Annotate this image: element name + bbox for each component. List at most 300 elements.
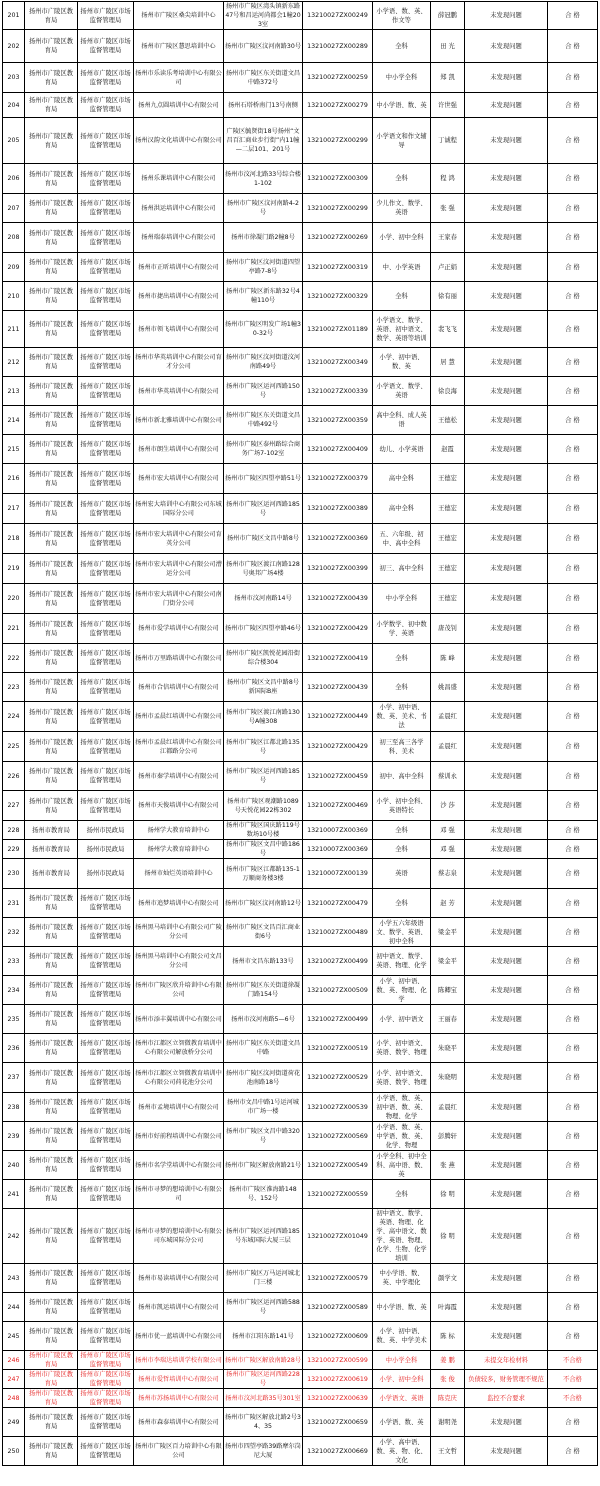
- registration-authority-cell: 扬州市广陵区市场监督管理局: [78, 1351, 134, 1370]
- training-scope-cell: 初三、高中全科: [373, 554, 431, 584]
- supervising-department-cell: 扬州市广陵区教育局: [25, 644, 78, 673]
- supervising-department-cell: 扬州市广陵区教育局: [25, 164, 78, 194]
- institution-address-cell: 扬州市广陵区解放北路2号34、35: [224, 1408, 303, 1437]
- legal-representative-cell: 王德宏: [431, 554, 465, 584]
- inspection-result-cell: 合 格: [548, 644, 598, 673]
- institution-address-cell: 扬州市广陵区运河西路228号: [224, 1370, 303, 1389]
- supervising-department-cell: 扬州市广陵区教育局: [25, 282, 78, 311]
- table-row: [3, 1408, 598, 1437]
- supervising-department-cell: 扬州市广陵区教育局: [25, 253, 78, 282]
- institution-name-cell: 扬州瑞泰培训中心有限公司: [134, 223, 224, 253]
- registration-authority-cell: 扬州市广陵区市场监督管理局: [78, 1370, 134, 1389]
- training-scope-cell: 小学语文、数学、英语、初中语文、数学、英语等培训: [373, 311, 431, 348]
- row-number-cell: 223: [3, 673, 25, 702]
- legal-representative-cell: 陈卿宝: [431, 976, 465, 1005]
- institution-name-cell: 扬州学大教育培训中心: [134, 821, 224, 840]
- training-scope-cell: 初三至高三各学科、美术: [373, 732, 431, 762]
- training-scope-cell: 中小学语、数、英: [373, 93, 431, 118]
- table-row: [3, 1370, 598, 1389]
- registration-authority-cell: 扬州市广陵区市场监督管理局: [78, 1151, 134, 1180]
- registration-authority-cell: 扬州市民政局: [78, 859, 134, 889]
- training-scope-cell: 全科: [373, 164, 431, 194]
- legal-representative-cell: 王德宏: [431, 494, 465, 524]
- training-scope-cell: 小学、初中语、数、英: [373, 348, 431, 377]
- legal-representative-cell: 丁诚程: [431, 118, 465, 164]
- legal-representative-cell: 孟晨红: [431, 702, 465, 732]
- inspection-issue-cell: 未发现问题: [465, 1063, 548, 1093]
- inspection-result-cell: 合 格: [548, 435, 598, 464]
- registration-authority-cell: 扬州市民政局: [78, 821, 134, 840]
- training-scope-cell: 五、六年级、初中、高中全科: [373, 524, 431, 554]
- table-row: [3, 1293, 598, 1322]
- training-scope-cell: 全科: [373, 282, 431, 311]
- license-number-cell: 13210027ZX00479: [303, 889, 373, 918]
- inspection-result-cell: 合 格: [548, 282, 598, 311]
- training-scope-cell: 小学、高中语、数、英、物、化、文化: [373, 1437, 431, 1466]
- supervising-department-cell: 扬州市广陵区教育局: [25, 494, 78, 524]
- training-scope-cell: 中小学全科: [373, 584, 431, 614]
- institution-name-cell: 扬州市孟晨红培训中心有限公司江都路分公司: [134, 732, 224, 762]
- inspection-result-cell: 合 格: [548, 1180, 598, 1209]
- registration-authority-cell: 扬州市广陵区市场监督管理局: [78, 93, 134, 118]
- row-number-cell: 216: [3, 464, 25, 494]
- supervising-department-cell: 扬州市广陵区教育局: [25, 435, 78, 464]
- supervising-department-cell: 扬州市广陵区教育局: [25, 918, 78, 947]
- institution-address-cell: 扬州市广陵区运河西路185号: [224, 762, 303, 791]
- license-number-cell: 13210007ZX00139: [303, 859, 373, 889]
- license-number-cell: 13210007ZX00369: [303, 821, 373, 840]
- table-body: [3, 2, 598, 1466]
- legal-representative-cell: 孟晨红: [431, 732, 465, 762]
- license-number-cell: 13210027ZX00579: [303, 1264, 373, 1293]
- institution-address-cell: 广陵区毓贤街18号扬州“文昌百汇商业步行街”内11幢—二层101、201号: [224, 118, 303, 164]
- institution-name-cell: 扬州市广陵区慧思培训中心: [134, 30, 224, 63]
- table-row: [3, 732, 598, 762]
- license-number-cell: 13210027ZX00319: [303, 253, 373, 282]
- supervising-department-cell: 扬州市广陵区教育局: [25, 93, 78, 118]
- training-scope-cell: 小学语文、数学、英语: [373, 377, 431, 406]
- institution-name-cell: 扬州市捷出培训中心有限公司: [134, 282, 224, 311]
- training-scope-cell: 小学、初中语、数、英、物理、化学: [373, 976, 431, 1005]
- license-number-cell: 13210027ZX01049: [303, 1209, 373, 1264]
- table-row: [3, 253, 598, 282]
- inspection-result-cell: 合 格: [548, 554, 598, 584]
- table-row: [3, 194, 598, 223]
- legal-representative-cell: 张 燕: [431, 1151, 465, 1180]
- training-scope-cell: 初中、高中全科: [373, 762, 431, 791]
- training-scope-cell: 小学、初中语文、英语、数学、物理: [373, 1063, 431, 1093]
- inspection-issue-cell: 未发现问题: [465, 377, 548, 406]
- training-scope-cell: 全科: [373, 30, 431, 63]
- registration-authority-cell: 扬州市广陵区市场监督管理局: [78, 348, 134, 377]
- inspection-result-cell: 合 格: [548, 253, 598, 282]
- registration-authority-cell: 扬州市广陵区市场监督管理局: [78, 1264, 134, 1293]
- institution-name-cell: 扬州市天俊培训中心有限公司: [134, 791, 224, 821]
- supervising-department-cell: 扬州市广陵区教育局: [25, 762, 78, 791]
- registration-authority-cell: 扬州市广陵区市场监督管理局: [78, 673, 134, 702]
- license-number-cell: 13210027ZX00339: [303, 377, 373, 406]
- inspection-issue-cell: 未发现问题: [465, 494, 548, 524]
- license-number-cell: 13210027ZX00249: [303, 2, 373, 30]
- table-row: [3, 223, 598, 253]
- inspection-issue-cell: 未发现问题: [465, 118, 548, 164]
- legal-representative-cell: 徐良海: [431, 377, 465, 406]
- supervising-department-cell: 扬州市广陵区教育局: [25, 1034, 78, 1063]
- institution-address-cell: 扬州市汶河南路14号: [224, 584, 303, 614]
- registration-authority-cell: 扬州市广陵区市场监督管理局: [78, 762, 134, 791]
- institution-address-cell: 扬州市广陵区泰州路综合商务广场7-102室: [224, 435, 303, 464]
- registration-authority-cell: 扬州市广陵区市场监督管理局: [78, 223, 134, 253]
- inspection-result-cell: 合 格: [548, 2, 598, 30]
- license-number-cell: 13210027ZX00589: [303, 1293, 373, 1322]
- row-number-cell: 230: [3, 859, 25, 889]
- supervising-department-cell: 扬州市广陵区教育局: [25, 1264, 78, 1293]
- inspection-result-cell: 合 格: [548, 821, 598, 840]
- training-scope-cell: 中小学语、数、英、中学理化: [373, 1264, 431, 1293]
- registration-authority-cell: 扬州市广陵区市场监督管理局: [78, 644, 134, 673]
- supervising-department-cell: 扬州市广陵区教育局: [25, 791, 78, 821]
- legal-representative-cell: 张 强: [431, 194, 465, 223]
- institution-name-cell: 扬州市广陵区桑尖培训中心: [134, 2, 224, 30]
- institution-address-cell: 扬州市广陵区东关街道文昌中路: [224, 1034, 303, 1063]
- institution-name-cell: 扬州市追梦培训中心有限公司: [134, 889, 224, 918]
- table-row: [3, 524, 598, 554]
- institution-address-cell: 扬州市广陵区明发广场1幢30-32号: [224, 311, 303, 348]
- legal-representative-cell: 徐 明: [431, 1180, 465, 1209]
- license-number-cell: 13210027ZX00299: [303, 194, 373, 223]
- institution-address-cell: 扬州市汶河北路33号综合楼1-102: [224, 164, 303, 194]
- table-row: [3, 614, 598, 644]
- legal-representative-cell: 颜学文: [431, 1264, 465, 1293]
- training-scope-cell: 小学语、数、英、作文等: [373, 2, 431, 30]
- legal-representative-cell: 王德宏: [431, 464, 465, 494]
- supervising-department-cell: 扬州市广陵区教育局: [25, 614, 78, 644]
- table-row: [3, 1151, 598, 1180]
- table-row: [3, 118, 598, 164]
- row-number-cell: 236: [3, 1034, 25, 1063]
- row-number-cell: 221: [3, 614, 25, 644]
- inspection-result-cell: 合 格: [548, 464, 598, 494]
- license-number-cell: 13210027ZX00429: [303, 732, 373, 762]
- legal-representative-cell: 张 俊: [431, 1370, 465, 1389]
- inspection-issue-cell: 未发现问题: [465, 282, 548, 311]
- table-row: [3, 644, 598, 673]
- registration-authority-cell: 扬州市广陵区市场监督管理局: [78, 377, 134, 406]
- institution-name-cell: 扬州汉韵文化培训中心有限公司: [134, 118, 224, 164]
- institution-name-cell: 扬州市华英培训中心有限公司育才分公司: [134, 348, 224, 377]
- supervising-department-cell: 扬州市广陵区教育局: [25, 1180, 78, 1209]
- row-number-cell: 210: [3, 282, 25, 311]
- row-number-cell: 206: [3, 164, 25, 194]
- inspection-issue-cell: 未发现问题: [465, 791, 548, 821]
- row-number-cell: 239: [3, 1122, 25, 1151]
- license-number-cell: 13210027ZX00269: [303, 223, 373, 253]
- registration-authority-cell: 扬州市广陵区市场监督管理局: [78, 1322, 134, 1351]
- row-number-cell: 242: [3, 1209, 25, 1264]
- training-scope-cell: 小学、初中语、数、英、美术、书法: [373, 702, 431, 732]
- legal-representative-cell: 朱晓明: [431, 1063, 465, 1093]
- supervising-department-cell: 扬州市广陵区教育局: [25, 889, 78, 918]
- license-number-cell: 13210007ZX00369: [303, 840, 373, 859]
- registration-authority-cell: 扬州市广陵区市场监督管理局: [78, 1122, 134, 1151]
- row-number-cell: 244: [3, 1293, 25, 1322]
- legal-representative-cell: 薛冠鹏: [431, 2, 465, 30]
- institution-address-cell: 扬州市广陵区解放南路28号: [224, 1351, 303, 1370]
- supervising-department-cell: 扬州市广陵区教育局: [25, 1389, 78, 1408]
- supervising-department-cell: 扬州市广陵区教育局: [25, 947, 78, 976]
- license-number-cell: 13210027ZX00329: [303, 282, 373, 311]
- table-row: [3, 282, 598, 311]
- supervising-department-cell: 扬州市广陵区教育局: [25, 1351, 78, 1370]
- training-scope-cell: 小学数学、初中数学、英语: [373, 614, 431, 644]
- inspection-result-cell: 合 格: [548, 1005, 598, 1034]
- table-row: [3, 702, 598, 732]
- institution-address-cell: 扬州市广陵区江都路135-1万顺商务楼3楼: [224, 859, 303, 889]
- inspection-result-cell: 合 格: [548, 1437, 598, 1466]
- inspection-issue-cell: 未发现问题: [465, 1209, 548, 1264]
- license-number-cell: 13210027ZX00529: [303, 1063, 373, 1093]
- row-number-cell: 233: [3, 947, 25, 976]
- registration-authority-cell: 扬州市广陵区市场监督管理局: [78, 889, 134, 918]
- inspection-result-cell: 合 格: [548, 194, 598, 223]
- inspection-issue-cell: 负债较多，财务管理不规范: [465, 1370, 548, 1389]
- training-scope-cell: 小学语文、英语: [373, 1389, 431, 1408]
- inspection-issue-cell: 未发现问题: [465, 889, 548, 918]
- row-number-cell: 211: [3, 311, 25, 348]
- row-number-cell: 225: [3, 732, 25, 762]
- supervising-department-cell: 扬州市广陵区教育局: [25, 1122, 78, 1151]
- registration-authority-cell: 扬州市广陵区市场监督管理局: [78, 464, 134, 494]
- license-number-cell: 13210027ZX00499: [303, 947, 373, 976]
- legal-representative-cell: 王德宏: [431, 584, 465, 614]
- institution-address-cell: 扬州市广陵区运河西路185号东城国际大厦三层: [224, 1209, 303, 1264]
- inspection-issue-cell: 监控不合要求: [465, 1389, 548, 1408]
- institution-address-cell: 扬州市广陵区东关街道徐凝门路154号: [224, 976, 303, 1005]
- table-row: [3, 2, 598, 30]
- institution-address-cell: 扬州市广陵区渡江南路128号奥邦广场4楼: [224, 554, 303, 584]
- row-number-cell: 207: [3, 194, 25, 223]
- registration-authority-cell: 扬州市广陵区市场监督管理局: [78, 702, 134, 732]
- row-number-cell: 228: [3, 821, 25, 840]
- inspection-result-cell: 合 格: [548, 1209, 598, 1264]
- registration-authority-cell: 扬州市广陵区市场监督管理局: [78, 524, 134, 554]
- license-number-cell: 13210027ZX00639: [303, 1389, 373, 1408]
- training-scope-cell: 小学五六年级语文、数学、英语、初中全科: [373, 918, 431, 947]
- institution-name-cell: 扬州市好前程培训中心有限公司: [134, 1122, 224, 1151]
- supervising-department-cell: 扬州市广陵区教育局: [25, 1370, 78, 1389]
- registration-authority-cell: 扬州市广陵区市场监督管理局: [78, 164, 134, 194]
- inspection-issue-cell: 未发现问题: [465, 253, 548, 282]
- row-number-cell: 203: [3, 63, 25, 93]
- institution-name-cell: 扬州乐课培训中心有限公司: [134, 164, 224, 194]
- training-scope-cell: 小学语、数、英、初中语、数、英、物理、化学: [373, 1093, 431, 1122]
- institution-name-cell: 扬州宏大培训中心有限公司东城国际分公司: [134, 494, 224, 524]
- institution-name-cell: 扬州市苏扬培训中心有限公司: [134, 1389, 224, 1408]
- supervising-department-cell: 扬州市广陵区教育局: [25, 976, 78, 1005]
- institution-address-cell: 扬州市汶河南路5—6号: [224, 1005, 303, 1034]
- institution-address-cell: 扬州市广陵区文昌中路186号: [224, 840, 303, 859]
- inspection-result-cell: 合 格: [548, 1264, 598, 1293]
- supervising-department-cell: 扬州市广陵区教育局: [25, 2, 78, 30]
- institution-name-cell: 扬州市李瑞达培训学校有限公司: [134, 1351, 224, 1370]
- institution-name-cell: 扬州市寻梦的想培训中心有限公司: [134, 1180, 224, 1209]
- institution-name-cell: 扬州市宏大培训中心有限公司南门街分公司: [134, 584, 224, 614]
- inspection-result-cell: 合 格: [548, 1093, 598, 1122]
- license-number-cell: 13210027ZX00599: [303, 1351, 373, 1370]
- institution-name-cell: 扬州市名学堂培训中心有限公司: [134, 1151, 224, 1180]
- training-scope-cell: 全科: [373, 889, 431, 918]
- registration-authority-cell: 扬州市广陵区市场监督管理局: [78, 918, 134, 947]
- inspection-result-cell: 合 格: [548, 1322, 598, 1351]
- institution-name-cell: 扬州市宏大培训中心有限公司漕运分公司: [134, 554, 224, 584]
- institution-name-cell: 扬州市乐读乐考培训中心有限公司: [134, 63, 224, 93]
- license-number-cell: 13210027ZX00659: [303, 1408, 373, 1437]
- institution-address-cell: 扬州市广陵区观潮路1089号天悦花园22栋302: [224, 791, 303, 821]
- registration-authority-cell: 扬州市广陵区市场监督管理局: [78, 194, 134, 223]
- legal-representative-cell: 梁金平: [431, 947, 465, 976]
- training-scope-cell: 小学语、数、英: [373, 1408, 431, 1437]
- row-number-cell: 218: [3, 524, 25, 554]
- supervising-department-cell: 扬州市教育局: [25, 840, 78, 859]
- training-scope-cell: 英语: [373, 859, 431, 889]
- institution-address-cell: 扬州市广陵区运河西路150号: [224, 377, 303, 406]
- registration-authority-cell: 扬州市广陵区市场监督管理局: [78, 614, 134, 644]
- supervising-department-cell: 扬州市广陵区教育局: [25, 377, 78, 406]
- legal-representative-cell: 姚昌盛: [431, 673, 465, 702]
- training-scope-cell: 中小学全科: [373, 63, 431, 93]
- institution-name-cell: 扬州黑马培训中心有限公司广陵分公司: [134, 918, 224, 947]
- license-number-cell: 13210027ZX00619: [303, 1370, 373, 1389]
- institution-address-cell: 扬州市广陵区运河西路588号: [224, 1293, 303, 1322]
- institution-name-cell: 扬州市广陵区欣升培训中心有限公司: [134, 976, 224, 1005]
- table-row: [3, 1063, 598, 1093]
- license-number-cell: 13210027ZX00509: [303, 976, 373, 1005]
- table-row: [3, 889, 598, 918]
- supervising-department-cell: 扬州市广陵区教育局: [25, 1322, 78, 1351]
- registration-authority-cell: 扬州市广陵区市场监督管理局: [78, 1034, 134, 1063]
- institution-address-cell: 扬州市广陵区文昌中路8号: [224, 524, 303, 554]
- registration-authority-cell: 扬州市广陵区市场监督管理局: [78, 791, 134, 821]
- institution-address-cell: 扬州市广陵区汶河南路4-2号: [224, 194, 303, 223]
- legal-representative-cell: 蔡志泉: [431, 859, 465, 889]
- institution-name-cell: 扬州市灿烂英语培训中心: [134, 859, 224, 889]
- legal-representative-cell: 王家春: [431, 223, 465, 253]
- training-scope-cell: 小学、初中语文: [373, 1005, 431, 1034]
- registration-authority-cell: 扬州市广陵区市场监督管理局: [78, 435, 134, 464]
- institution-address-cell: 扬州市广陵区汶河南路12号: [224, 889, 303, 918]
- institution-name-cell: 扬州市宏大培训中心有限公司育英分公司: [134, 524, 224, 554]
- inspection-issue-cell: 未发现问题: [465, 673, 548, 702]
- inspection-issue-cell: 未发现问题: [465, 821, 548, 840]
- inspection-result-cell: 合 格: [548, 1063, 598, 1093]
- registration-authority-cell: 扬州市广陵区市场监督管理局: [78, 311, 134, 348]
- row-number-cell: 245: [3, 1322, 25, 1351]
- supervising-department-cell: 扬州市广陵区教育局: [25, 1293, 78, 1322]
- institution-name-cell: 扬州市江都区立智微教育培训中心有限公司荷花池分公司: [134, 1063, 224, 1093]
- registration-authority-cell: 扬州市广陵区市场监督管理局: [78, 30, 134, 63]
- inspection-issue-cell: 未发现问题: [465, 1408, 548, 1437]
- institution-name-cell: 扬州市秦学培训中心有限公司: [134, 762, 224, 791]
- supervising-department-cell: 扬州市广陵区教育局: [25, 1093, 78, 1122]
- inspection-issue-cell: 未发现问题: [465, 194, 548, 223]
- inspection-result-cell: 合 格: [548, 93, 598, 118]
- institution-name-cell: 扬州市领飞培训中心有限公司: [134, 311, 224, 348]
- row-number-cell: 247: [3, 1370, 25, 1389]
- legal-representative-cell: 蔡训永: [431, 762, 465, 791]
- inspection-issue-cell: 未发现问题: [465, 464, 548, 494]
- supervising-department-cell: 扬州市广陵区教育局: [25, 1005, 78, 1034]
- row-number-cell: 212: [3, 348, 25, 377]
- training-scope-cell: 全科: [373, 673, 431, 702]
- inspection-issue-cell: 未发现问题: [465, 1180, 548, 1209]
- row-number-cell: 246: [3, 1351, 25, 1370]
- supervising-department-cell: 扬州市广陵区教育局: [25, 406, 78, 435]
- inspection-issue-cell: 未发现问题: [465, 584, 548, 614]
- supervising-department-cell: 扬州市广陵区教育局: [25, 584, 78, 614]
- table-row: [3, 63, 598, 93]
- table-row: [3, 348, 598, 377]
- training-scope-cell: 小学、初中全科: [373, 223, 431, 253]
- institution-name-cell: 扬州市森泰培训中心有限公司: [134, 1408, 224, 1437]
- supervising-department-cell: 扬州市教育局: [25, 821, 78, 840]
- institution-address-cell: 扬州市广陵区东关街道文昌中路372号: [224, 63, 303, 93]
- row-number-cell: 231: [3, 889, 25, 918]
- inspection-result-cell: 合 格: [548, 311, 598, 348]
- registration-authority-cell: 扬州市广陵区市场监督管理局: [78, 2, 134, 30]
- registration-authority-cell: 扬州市广陵区市场监督管理局: [78, 406, 134, 435]
- table-row: [3, 584, 598, 614]
- license-number-cell: 13210027ZX00499: [303, 1005, 373, 1034]
- legal-representative-cell: 王丽春: [431, 1005, 465, 1034]
- training-scope-cell: 全科: [373, 821, 431, 840]
- inspection-issue-cell: 未发现问题: [465, 435, 548, 464]
- institution-name-cell: 扬州市添丰翼培训中心有限公司: [134, 1005, 224, 1034]
- table-row: [3, 164, 598, 194]
- legal-representative-cell: 梁金平: [431, 918, 465, 947]
- inspection-result-cell: 不合格: [548, 1370, 598, 1389]
- license-number-cell: 13210027ZX00549: [303, 1151, 373, 1180]
- row-number-cell: 238: [3, 1093, 25, 1122]
- inspection-result-cell: 合 格: [548, 947, 598, 976]
- inspection-issue-cell: 未发现问题: [465, 164, 548, 194]
- institution-address-cell: 扬州市广陵区文昌百汇商业街6号: [224, 918, 303, 947]
- training-scope-cell: 小学语文和作文辅导: [373, 118, 431, 164]
- inspection-issue-cell: 未发现问题: [465, 30, 548, 63]
- inspection-result-cell: 合 格: [548, 118, 598, 164]
- table-row: [3, 377, 598, 406]
- institution-address-cell: 扬州市广陵区文昌中路320号: [224, 1122, 303, 1151]
- inspection-issue-cell: 未发现问题: [465, 644, 548, 673]
- inspection-result-cell: 合 格: [548, 918, 598, 947]
- training-scope-cell: 小学、初中语、数、英、中学美术: [373, 1322, 431, 1351]
- legal-representative-cell: 田 光: [431, 30, 465, 63]
- license-number-cell: 13210027ZX00469: [303, 791, 373, 821]
- training-scope-cell: 全科: [373, 1180, 431, 1209]
- supervising-department-cell: 扬州市广陵区教育局: [25, 1063, 78, 1093]
- training-scope-cell: 初中语文、数学、英语、物理、化学、高中语文、数学、英语、物理、化学、生物、化学培训: [373, 1209, 431, 1264]
- inspection-issue-cell: 未发现问题: [465, 840, 548, 859]
- license-number-cell: 13210027ZX00519: [303, 1034, 373, 1063]
- row-number-cell: 229: [3, 840, 25, 859]
- license-number-cell: 13210027ZX00559: [303, 1180, 373, 1209]
- legal-representative-cell: 赵霞: [431, 435, 465, 464]
- registration-authority-cell: 扬州市广陵区市场监督管理局: [78, 1389, 134, 1408]
- inspection-issue-cell: 未发现问题: [465, 976, 548, 1005]
- table-row: [3, 762, 598, 791]
- supervising-department-cell: 扬州市广陵区教育局: [25, 223, 78, 253]
- training-scope-cell: 小学语、数、英、中学语、数、英、化学、物理: [373, 1122, 431, 1151]
- institution-address-cell: 扬州市汶河北路35号301室: [224, 1389, 303, 1408]
